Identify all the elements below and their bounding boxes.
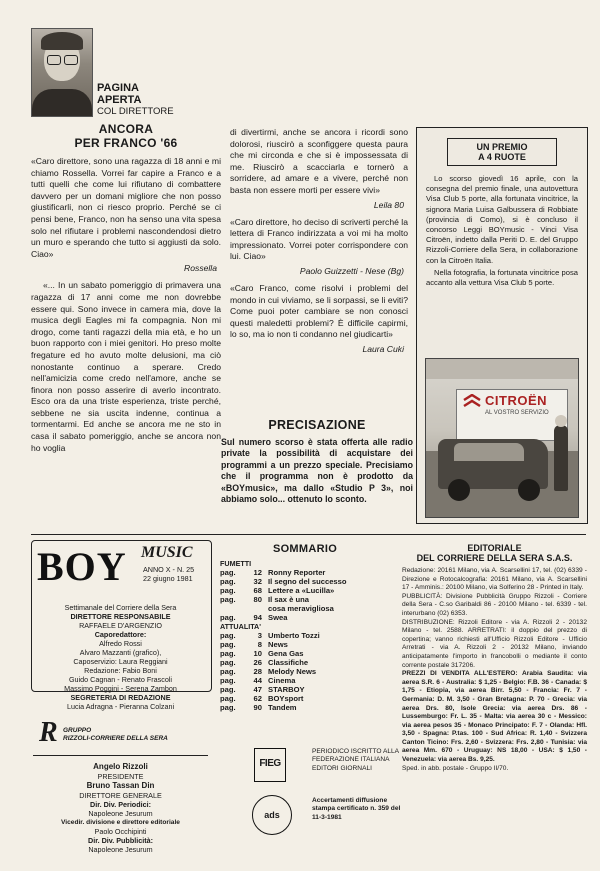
toc-title: Melody News [268, 667, 317, 676]
redazione-2: Guido Cagnan - Renato Frascoli [68, 675, 173, 684]
article-column-1 [31, 122, 221, 454]
toc-title: Il sax è una [268, 595, 309, 604]
winner-figure [554, 425, 568, 491]
direttore-generale-label: DIRETTORE GENERALE [79, 791, 162, 800]
dir-pubblicita-label: Dir. Div. Pubblicità: [88, 836, 153, 845]
fieg-text: PERIODICO ISCRITTO ALLA FEDERAZIONE ITALIANA EDITORI GIORNALI [312, 748, 399, 772]
premio-box [416, 127, 588, 524]
toc-title: Tandem [268, 703, 297, 712]
caporedattore-name: Alfredo Rossi [99, 639, 142, 648]
director-photo [31, 28, 93, 117]
premio-text2: Nella fotografia, la fortunata vincitrice posa accanto alla vettura Visa Club 5 porte. [426, 267, 578, 288]
gruppo-label: GRUPPO [63, 727, 92, 734]
letter-leila-continued: di divertirmi, anche se ancora i ricordi sono dolorosi, riuscirò a sconfiggere questa paura che mi circonda e che si è impossessata di me. Riuscirò a scacciarla e tornerò a sorridere, ad amare e a vivere, perché non basta non essere morti per essere vivi» [230, 127, 408, 195]
citroen-sign [456, 389, 568, 441]
boymusic-logo [33, 543, 208, 591]
toc-page-number: 80 [253, 595, 262, 604]
accertamenti-text: Accertamenti diffusione stampa certificato n. 359 del 11-3-1981 [312, 797, 401, 821]
toc-pag: pag. [220, 658, 236, 667]
header-line3: COL DIRETTORE [97, 106, 174, 117]
toc-title: Lettere a «Lucilla» [268, 586, 335, 595]
toc-pag: pag. [220, 685, 236, 694]
toc-row [220, 694, 322, 703]
gruppo-rizzoli-logo [33, 719, 208, 753]
premio-text1: Lo scorso giovedì 16 aprile, con la consegna del premio finale, una autovettura Visa Club 5 porte, alla fortunata vincitrice, la signora Maria Luisa Galbussera di Robbiate (provincia di Como), si è concluso il concorso Leggi BOYmusic - Vinci Visa Citroën, indetto dalla Periti D. E. del Gruppo Rizzoli-Corriere della Sera, in collaborazione con la Citroën Italia. [426, 174, 578, 265]
fumetti-table [220, 568, 349, 622]
toc-page-number: 26 [253, 658, 262, 667]
sommario-title: SOMMARIO [272, 543, 338, 555]
toc-row [220, 577, 349, 586]
toc-title: STARBOY [268, 685, 305, 694]
toc-pag: pag. [220, 586, 236, 595]
masthead-box [33, 543, 208, 858]
toc-page-number: 68 [253, 586, 262, 595]
attualita-table [220, 631, 322, 712]
toc-pag: pag. [220, 649, 236, 658]
toc-title: BOYsport [268, 694, 304, 703]
logo-boy: BOY [37, 544, 127, 589]
publisher-line: Settimanale del Corriere della Sera [64, 603, 177, 612]
issue-date: 22 giugno 1981 [143, 574, 193, 583]
toc-row [220, 658, 322, 667]
toc-row [220, 640, 322, 649]
citroen-sign-sub: AL VOSTRO SERVIZIO [485, 410, 549, 416]
toc-row [220, 568, 349, 577]
toc-pag: pag. [220, 577, 236, 586]
toc-title: Gena Gas [268, 649, 304, 658]
fieg-logo-text: FIEG [259, 758, 281, 769]
toc-page-number [244, 604, 268, 613]
toc-title: Cinema [268, 676, 296, 685]
fieg-logo [254, 748, 286, 782]
signature-laura: Laura Cuki [362, 343, 404, 354]
toc-row [220, 631, 322, 640]
precisazione-title: PRECISAZIONE [268, 418, 366, 432]
premio-body [417, 174, 587, 288]
section-divider [31, 534, 586, 535]
toc-title: Il segno del successo [268, 577, 347, 586]
vicedir-name: Paolo Occhipinti [94, 827, 147, 836]
toc-pag: pag. [220, 640, 236, 649]
toc-row [220, 667, 322, 676]
premio-title-box [447, 138, 557, 166]
header-line1: PAGINA [97, 82, 139, 94]
signature-rossella: Rossella [184, 263, 217, 274]
article-title-line2: PER FRANCO '66 [74, 136, 178, 150]
letter-rossella: «Caro direttore, sono una ragazza di 18 anni e mi chiamo Rossella. Vorrei far capire a Franco e a tutti quelli che come lui rifiutano di combattere davvero per un domani migliore che non posso giustificarli, non ci riesco proprio. Perché se ci pensi bene, Franco, non ha senso una vita spesa solo nel rifiutare i problemi nascondendosi dietro un muro e sperando che tutto si aggiusti da solo. Ciao» [31, 156, 221, 259]
citroen-sign-brand: CITROËN [485, 393, 547, 408]
issue-number: ANNO X - N. 25 [143, 565, 195, 574]
editoriale-section [402, 543, 587, 773]
precisazione-section [221, 418, 413, 505]
toc-pag: pag. [220, 676, 236, 685]
editoriale-distribuzione: DISTRIBUZIONE: Rizzoli Editore - via A. Rizzoli 2 - 20132 Milano - tel. 2588. ARRETRATI: il doppio del prezzo di copertina; vanno richiesti all'Ufficio Rizzoli Editore - Ufficio Arretrati - via A. Rizzoli 2 - 20132 Milano, inviando anticipatamente l'importo in francobolli o mediante il conto corrente postale 317206. [402, 618, 587, 669]
column-header [97, 82, 174, 118]
toc-title: Ronny Reporter [268, 568, 326, 577]
direttore-name: RAFFAELE D'ARGENZIO [79, 621, 162, 630]
toc-title: Umberto Tozzi [268, 631, 320, 640]
toc-row [220, 685, 322, 694]
letter-paolo: «Caro direttore, ho deciso di scriverti perché la lettera di Franco indirizzata a voi mi ha molto impressionato. Vorrei poter corrispondere con lui. Ciao» [230, 216, 408, 262]
dir-periodici-name: Napoleone Jesurum [88, 809, 153, 818]
article-title-line1: ANCORA [98, 122, 154, 136]
toc-pag: pag. [220, 613, 236, 622]
car-photo [425, 358, 579, 518]
toc-page-number: 10 [253, 649, 262, 658]
caposervizio: Caposervizio: Laura Reggiani [73, 657, 168, 666]
toc-title: cosa meravigliosa [268, 604, 334, 613]
toc-row [220, 703, 322, 712]
toc-title: Classifiche [268, 658, 309, 667]
article-column-2 [230, 127, 408, 361]
redazione-3: Massimo Poggini - Serena Zambon [64, 684, 177, 693]
premio-title-line1: UN PREMIO [476, 142, 528, 152]
toc-title: News [268, 640, 288, 649]
editoriale-redazione: Redazione: 20161 Milano, via A. Scarsellini 17, tel. (02) 6339 - Direzione e Rotocalcografia: 20161 Milano, via A. Scarsellini 17 - Amminis.: 20100 Milano, via Solferino 28 - Printed in Italy. [402, 567, 587, 592]
toc-pag [220, 604, 244, 613]
toc-pag: pag. [220, 568, 236, 577]
toc-page-number: 62 [253, 694, 262, 703]
toc-row [220, 649, 322, 658]
toc-page-number: 44 [253, 676, 262, 685]
fumetti-label: FUMETTI [220, 559, 252, 568]
dir-periodici-label: Dir. Div. Periodici: [90, 800, 151, 809]
logo-music: MUSIC [141, 544, 193, 561]
caporedattore-label: Caporedattore: [94, 630, 147, 639]
vicedir-label: Vicedir. divisione e direttore editoriale [61, 819, 180, 826]
toc-row [220, 676, 322, 685]
editoriale-prezzi: PREZZI DI VENDITA ALL'ESTERO: Arabia Saudita: via aerea S.R. 6 - Australia: $ 1,25 - Belgio: F.B. 36 - Canada: $ 1,75 - Etiopia, via aerea Birr. 5,50 - Francia: Fr. 7 - Germania: D. M. 3,50 - Gran Bretagna: P. 70 - Grecia: via aerea Drs. 80, Isole Grecia: via aerea Drs. 86 - Lussemburgo: Fr. L. 35 - Malta: via aerea 30 c - Messico: via aerea pesos 35 - Monaco Principato: F. 7 - Olanda: Hfl. 3,50 - Spagna: P.tas. 100 - Sud Africa: R. 1,40 - Svizzera Canton Ticino: Frs. 2,60 - Svizzera: Frs. 2,80 - Tunisia: via aerea Mm. 670 - Uruguay: NS 18,00 - USA: $ 1,50 - Venezuela: via aerea Bs. 9,25. [402, 670, 587, 764]
editoriale-title-line2: DEL CORRIERE DELLA SERA S.A.S. [416, 553, 573, 563]
chevron-logo-icon [463, 394, 481, 408]
toc-page-number: 12 [253, 568, 262, 577]
sommario-section [216, 543, 394, 712]
direttore-generale-name: Bruno Tassan Din [86, 781, 155, 790]
toc-row [220, 586, 349, 595]
toc-title: Swea [268, 613, 288, 622]
toc-page-number: 94 [253, 613, 262, 622]
toc-pag: pag. [220, 667, 236, 676]
ads-logo-text: ads [264, 810, 280, 820]
toc-pag: pag. [220, 694, 236, 703]
caporedattore-extra: Alvaro Mazzanti (grafico), [79, 648, 162, 657]
segreteria-label: SEGRETERIA DI REDAZIONE [70, 693, 171, 702]
segreteria-names: Lucia Adragna - Pieranna Colzani [66, 702, 175, 711]
precisazione-text: Sul numero scorso è stata offerta alle radio private la possibilità di acquistare dei programmi a un prezzo speciale. Precisiamo che il programma non è prodotto da «BOYmusic», ma dallo «Studio P 3», noi abbiamo solo... ottenuto lo sconto. [221, 437, 413, 505]
toc-page-number: 3 [257, 631, 262, 640]
toc-pag: pag. [220, 631, 236, 640]
letter-leila: «... In un sabato pomeriggio di primavera una ragazza di 17 anni come me non dovrebbe essere qui. Sono invece in camera mia, dove la musica degli Eagles mi fa compagnia. Non mi drogo, come tanti ragazzi della mia età, e ho un buon rapporto con i miei genitori. Ho preso molte fregature ed ho avuto molte delusioni, ma ciò nonostante continuo a sperare. Credo nell'amicizia come credo nell'amore, anche se finora non posso asserire di averlo incontrato. Esco ora da una triste esperienza, triste perché, sebbene ne sia uscita indenne, continua a tormentarmi. Ed anche se ancora me ne sto in casa il sabato pomeriggio, anche se ancora non ho voglia [31, 280, 221, 453]
premio-title-line2: A 4 RUOTE [478, 152, 526, 162]
direttore-label: DIRETTORE RESPONSABILE [70, 612, 171, 621]
ads-logo [252, 795, 292, 835]
toc-page-number: 90 [253, 703, 262, 712]
toc-pag: pag. [220, 703, 236, 712]
signature-leila: Leila 80 [373, 199, 404, 210]
toc-page-number: 8 [257, 640, 262, 649]
gruppo-name: RIZZOLI-CORRIERE DELLA SERA [63, 735, 168, 742]
redazione: Redazione: Fabio Boni [84, 666, 157, 675]
toc-page-number: 47 [253, 685, 262, 694]
toc-page-number: 32 [253, 577, 262, 586]
attualita-label: ATTUALITA' [220, 622, 261, 631]
toc-row [220, 595, 349, 604]
editoriale-pubblicita: PUBBLICITÀ: Divisione Pubblicità Gruppo Rizzoli - Corriere della Sera - C.so Garibaldi 86 - 20100 Milano - tel. 6339 - tel. interurbano (02) 6353. [402, 592, 587, 617]
presidente-name: Angelo Rizzoli [93, 762, 148, 771]
masthead-divider [33, 755, 208, 756]
dir-pubblicita-name: Napoleone Jesurum [88, 845, 153, 854]
toc-page-number: 28 [253, 667, 262, 676]
toc-row [220, 613, 349, 622]
editoriale-title-line1: EDITORIALE [467, 543, 522, 553]
presidente-label: PRESIDENTE [97, 772, 144, 781]
signature-paolo: Paolo Guizzetti - Nese (Bg) [299, 265, 404, 276]
toc-pag: pag. [220, 595, 236, 604]
rizzoli-r-icon: R [39, 717, 58, 748]
editoriale-spedizione: Sped. in abb. postale - Gruppo II/70. [402, 764, 509, 772]
toc-row [220, 604, 349, 613]
header-line2: APERTA [97, 94, 142, 106]
letter-laura: «Caro Franco, come risolvi i problemi del mondo in cui viviamo, se li sorpassi, se li eviti? Come puoi poter cambiare se non conosci questi maledetti problemi? È difficile capirmi, lo so, ma io non ti condanno nel giudicarti» [230, 282, 408, 340]
